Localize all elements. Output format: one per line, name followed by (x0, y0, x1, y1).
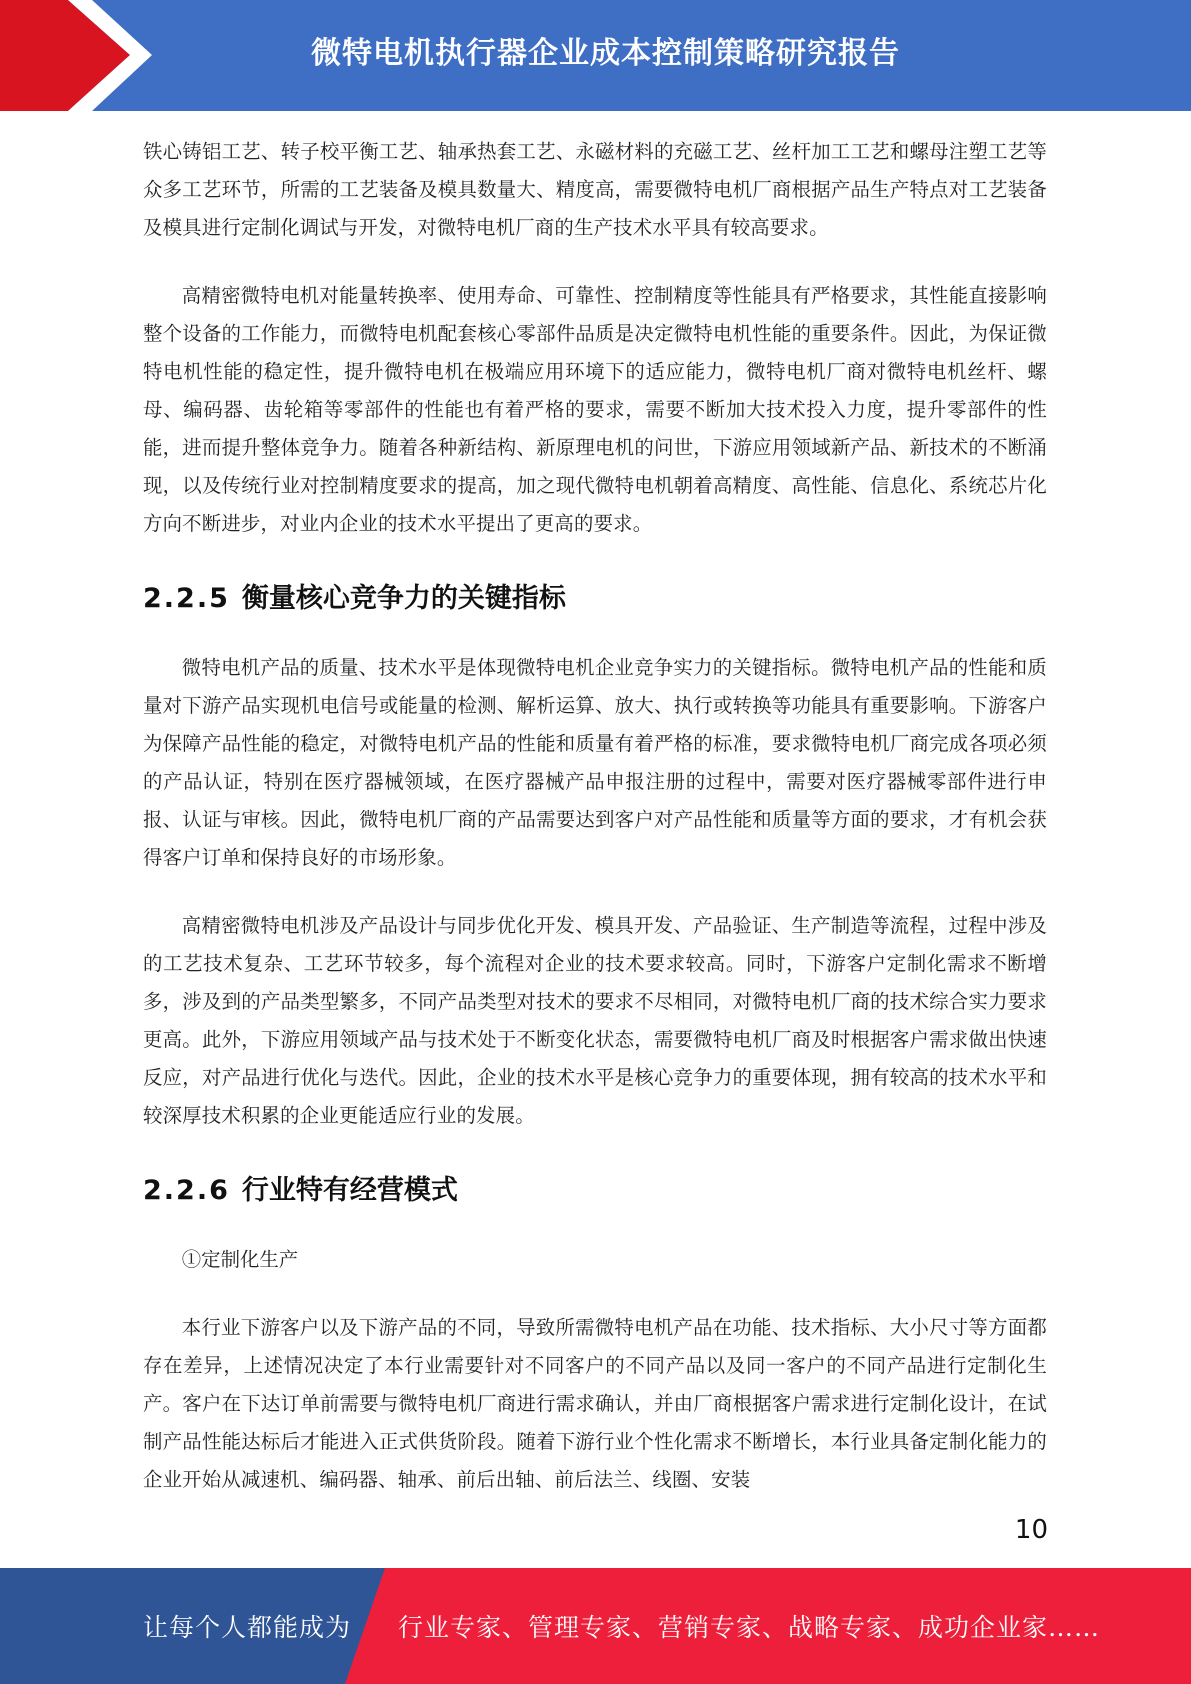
section-number: 2.2.5 (143, 583, 230, 614)
footer-slogan-right: 行业专家、管理专家、营销专家、战略专家、成功企业家…… (398, 1613, 1101, 1642)
body-paragraph: 微特电机产品的质量、技术水平是体现微特电机企业竞争实力的关键指标。微特电机产品的性能和质量对下游产品实现机电信号或能量的检测、解析运算、放大、执行或转换等功能具有重要影响。下游客户为保障产品性能的稳定，对微特电机产品的性能和质量有着严格的标准，要求微特电机厂商完成各项必须的产品认证，特别在医疗器械领域，在医疗器械产品申报注册的过程中，需要对医疗器械零部件进行申报、认证与审核。因此，微特电机厂商的产品需要达到客户对产品性能和质量等方面的要求，才有机会获得客户订单和保持良好的市场形象。 (143, 656, 1047, 869)
section-title: 衡量核心竞争力的关键指标 (241, 583, 566, 614)
page-number: 10 (1014, 1515, 1048, 1545)
body-paragraph: 铁心铸铝工艺、转子校平衡工艺、轴承热套工艺、永磁材料的充磁工艺、丝杆加工工艺和螺母注塑工艺等众多工艺环节，所需的工艺装备及模具数量大、精度高，需要微特电机厂商根据产品生产特点对工艺装备及模具进行定制化调试与开发，对微特电机厂商的生产技术水平具有较高要求。 (143, 140, 1047, 239)
section-title: 行业特有经营模式 (241, 1175, 458, 1206)
page-header (0, 0, 1191, 111)
body-paragraph: 本行业下游客户以及下游产品的不同，导致所需微特电机产品在功能、技术指标、大小尺寸等方面都存在差异，上述情况决定了本行业需要针对不同客户的不同产品以及同一客户的不同产品进行定制化生产。客户在下达订单前需要与微特电机厂商进行需求确认，并由厂商根据客户需求进行定制化设计，在试制产品性能达标后才能进入正式供货阶段。随着下游行业个性化需求不断增长，本行业具备定制化能力的企业开始从减速机、编码器、轴承、前后出轴、前后法兰、线圈、安装 (143, 1316, 1047, 1491)
body-paragraph: 高精密微特电机对能量转换率、使用寿命、可靠性、控制精度等性能具有严格要求，其性能直接影响整个设备的工作能力，而微特电机配套核心零部件品质是决定微特电机性能的重要条件。因此，为保证微特电机性能的稳定性，提升微特电机在极端应用环境下的适应能力，微特电机厂商对微特电机丝杆、螺母、编码器、齿轮箱等零部件的性能也有着严格的要求，需要不断加大技术投入力度，提升零部件的性能，进而提升整体竞争力。随着各种新结构、新原理电机的问世，下游应用领域新产品、新技术的不断涌现，以及传统行业对控制精度要求的提高，加之现代微特电机朝着高精度、高性能、信息化、系统芯片化方向不断进步，对业内企业的技术水平提出了更高的要求。 (143, 284, 1047, 535)
document-title: 微特电机执行器企业成本控制策略研究报告 (311, 36, 900, 71)
page-footer (0, 1568, 1191, 1684)
section-heading-2-2-6 (143, 1173, 1047, 1209)
section-number: 2.2.6 (143, 1175, 230, 1206)
list-item-custom-production: ①定制化生产 (181, 1248, 299, 1271)
body-paragraph: 高精密微特电机涉及产品设计与同步优化开发、模具开发、产品验证、生产制造等流程，过程中涉及的工艺技术复杂、工艺环节较多，每个流程对企业的技术要求较高。同时，下游客户定制化需求不断增多，涉及到的产品类型繁多，不同产品类型对技术的要求不尽相同，对微特电机厂商的技术综合实力要求更高。此外，下游应用领域产品与技术处于不断变化状态，需要微特电机厂商及时根据客户需求做出快速反应，对产品进行优化与迭代。因此，企业的技术水平是核心竞争力的重要体现，拥有较高的技术水平和较深厚技术积累的企业更能适应行业的发展。 (143, 914, 1047, 1127)
main-content (143, 133, 1047, 1499)
footer-slogan-left: 让每个人都能成为 (143, 1613, 352, 1642)
section-heading-2-2-5 (143, 581, 1047, 617)
header-arrow-decoration (0, 0, 160, 111)
